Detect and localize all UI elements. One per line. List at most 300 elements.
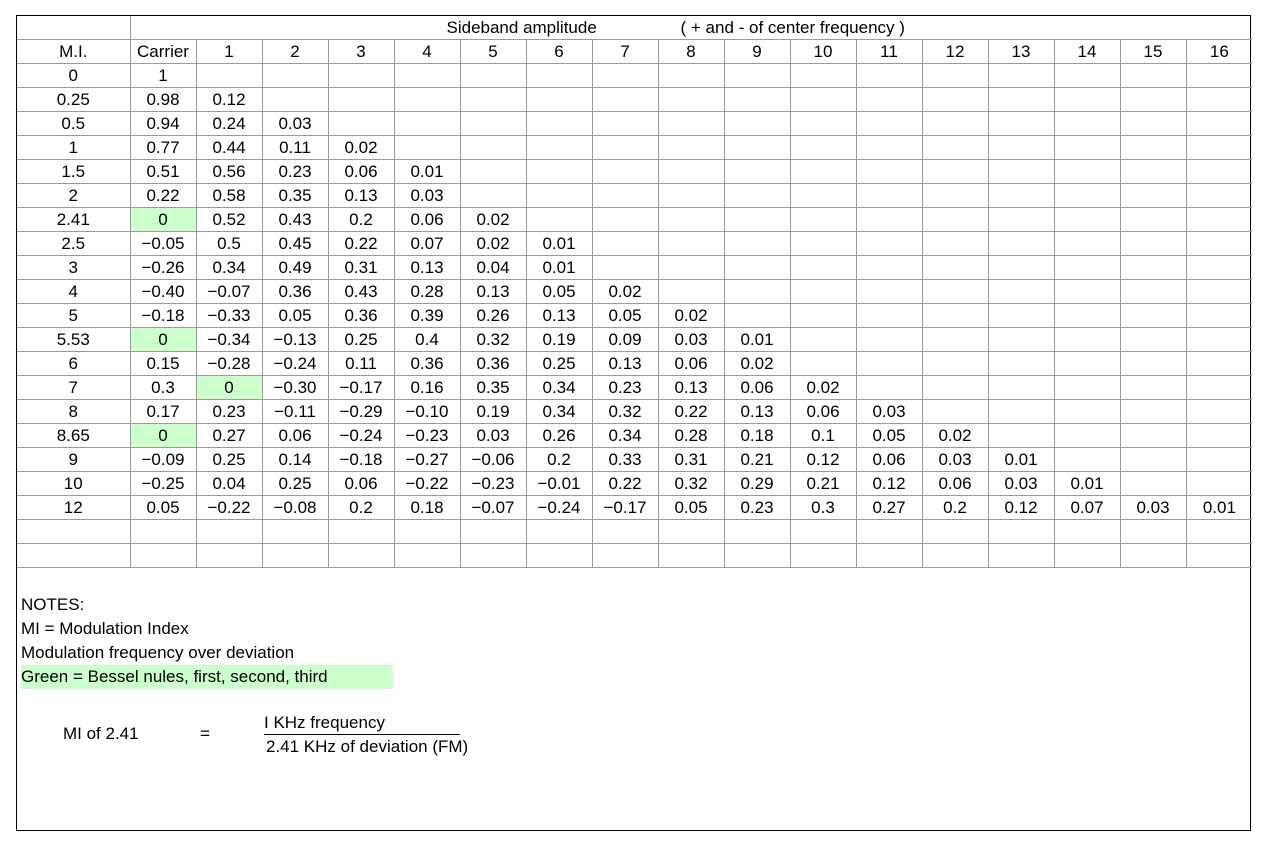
table-cell[interactable]: 0.06 (790, 400, 856, 424)
table-cell[interactable] (1054, 136, 1120, 160)
table-cell[interactable] (1186, 304, 1252, 328)
table-cell[interactable] (592, 160, 658, 184)
mi-cell[interactable]: 12 (17, 496, 130, 520)
table-cell[interactable]: 0.13 (460, 280, 526, 304)
table-cell[interactable]: −0.26 (130, 256, 196, 280)
table-cell[interactable]: 0.06 (262, 424, 328, 448)
table-cell[interactable] (922, 544, 988, 568)
mi-cell[interactable]: 0 (17, 64, 130, 88)
table-cell[interactable] (922, 184, 988, 208)
title-cell[interactable] (130, 16, 1252, 40)
table-cell[interactable] (328, 64, 394, 88)
table-cell[interactable]: 0.34 (526, 400, 592, 424)
table-cell[interactable] (1186, 88, 1252, 112)
table-cell[interactable] (790, 160, 856, 184)
header-sideband-3[interactable]: 3 (328, 40, 394, 64)
table-cell[interactable] (460, 88, 526, 112)
table-cell[interactable] (1120, 472, 1186, 496)
table-cell[interactable]: 0.01 (394, 160, 460, 184)
table-cell[interactable] (526, 88, 592, 112)
table-cell[interactable]: 0.22 (592, 472, 658, 496)
table-cell[interactable] (658, 208, 724, 232)
table-cell[interactable]: 0.23 (262, 160, 328, 184)
table-cell[interactable]: 0.07 (1054, 496, 1120, 520)
table-cell[interactable]: 0.26 (526, 424, 592, 448)
table-cell[interactable]: 0.01 (724, 328, 790, 352)
table-cell[interactable]: 0.36 (262, 280, 328, 304)
table-cell[interactable] (1120, 376, 1186, 400)
header-mi[interactable]: M.I. (17, 40, 130, 64)
table-cell[interactable]: 0.32 (592, 400, 658, 424)
mi-cell[interactable]: 8 (17, 400, 130, 424)
table-cell[interactable] (724, 136, 790, 160)
table-cell[interactable] (988, 112, 1054, 136)
table-cell[interactable] (856, 232, 922, 256)
table-cell[interactable] (1120, 520, 1186, 544)
table-cell[interactable]: 0.01 (1054, 472, 1120, 496)
table-cell[interactable]: −0.07 (196, 280, 262, 304)
table-cell[interactable] (988, 136, 1054, 160)
header-sideband-15[interactable]: 15 (1120, 40, 1186, 64)
table-cell[interactable] (394, 136, 460, 160)
table-cell[interactable] (328, 112, 394, 136)
table-cell[interactable] (856, 112, 922, 136)
table-cell[interactable]: 0.5 (196, 232, 262, 256)
table-cell[interactable] (922, 160, 988, 184)
table-cell[interactable] (724, 88, 790, 112)
table-cell[interactable] (856, 160, 922, 184)
table-cell[interactable] (1186, 472, 1252, 496)
table-cell[interactable]: −0.09 (130, 448, 196, 472)
table-cell[interactable]: 0.09 (592, 328, 658, 352)
table-cell[interactable]: −0.27 (394, 448, 460, 472)
table-cell[interactable]: −0.07 (460, 496, 526, 520)
table-cell[interactable]: −0.17 (592, 496, 658, 520)
table-cell[interactable]: 0.11 (328, 352, 394, 376)
table-cell[interactable] (1054, 280, 1120, 304)
table-cell[interactable]: 0.06 (724, 376, 790, 400)
table-cell[interactable] (658, 88, 724, 112)
mi-cell[interactable]: 4 (17, 280, 130, 304)
table-cell[interactable] (1054, 232, 1120, 256)
table-cell[interactable]: 0.13 (526, 304, 592, 328)
table-cell[interactable] (1120, 88, 1186, 112)
table-cell[interactable] (1120, 280, 1186, 304)
table-cell[interactable]: 0.13 (724, 400, 790, 424)
table-cell[interactable] (1054, 376, 1120, 400)
mi-cell[interactable]: 2.5 (17, 232, 130, 256)
table-cell[interactable]: 0.36 (328, 304, 394, 328)
table-cell[interactable] (658, 184, 724, 208)
table-cell[interactable]: −0.01 (526, 472, 592, 496)
table-cell[interactable] (592, 520, 658, 544)
table-cell[interactable]: 0.02 (592, 280, 658, 304)
table-cell[interactable]: 0.58 (196, 184, 262, 208)
table-cell[interactable] (1120, 352, 1186, 376)
mi-cell[interactable]: 0.25 (17, 88, 130, 112)
table-cell[interactable]: 0.18 (394, 496, 460, 520)
table-cell[interactable] (658, 544, 724, 568)
table-cell[interactable]: 0.28 (658, 424, 724, 448)
table-cell[interactable] (1120, 208, 1186, 232)
table-cell[interactable] (1054, 208, 1120, 232)
table-cell[interactable]: 0.28 (394, 280, 460, 304)
table-cell[interactable]: 0 (130, 328, 196, 352)
table-cell[interactable]: 0.03 (922, 448, 988, 472)
table-cell[interactable] (526, 520, 592, 544)
table-cell[interactable]: 0.27 (196, 424, 262, 448)
table-cell[interactable] (394, 520, 460, 544)
table-cell[interactable] (856, 88, 922, 112)
table-cell[interactable] (1186, 520, 1252, 544)
table-cell[interactable]: 0.03 (1120, 496, 1186, 520)
table-cell[interactable] (262, 64, 328, 88)
table-cell[interactable]: 0.04 (460, 256, 526, 280)
table-cell[interactable]: 0.43 (328, 280, 394, 304)
table-cell[interactable] (394, 112, 460, 136)
table-cell[interactable] (1186, 544, 1252, 568)
table-cell[interactable]: 0.49 (262, 256, 328, 280)
table-cell[interactable] (856, 208, 922, 232)
table-cell[interactable] (1186, 448, 1252, 472)
table-cell[interactable] (1054, 448, 1120, 472)
table-cell[interactable] (328, 520, 394, 544)
table-cell[interactable] (922, 352, 988, 376)
table-cell[interactable]: 0.02 (724, 352, 790, 376)
table-cell[interactable] (1054, 184, 1120, 208)
table-cell[interactable]: 0.22 (658, 400, 724, 424)
header-sideband-1[interactable]: 1 (196, 40, 262, 64)
table-cell[interactable] (526, 160, 592, 184)
table-cell[interactable]: 0.12 (988, 496, 1054, 520)
table-cell[interactable] (658, 520, 724, 544)
mi-cell[interactable]: 9 (17, 448, 130, 472)
table-cell[interactable] (922, 304, 988, 328)
header-sideband-10[interactable]: 10 (790, 40, 856, 64)
table-cell[interactable] (988, 520, 1054, 544)
table-cell[interactable] (988, 328, 1054, 352)
table-cell[interactable] (790, 280, 856, 304)
table-cell[interactable]: 0.1 (790, 424, 856, 448)
table-cell[interactable]: 0.25 (328, 328, 394, 352)
table-cell[interactable]: 0.94 (130, 112, 196, 136)
table-cell[interactable]: −0.30 (262, 376, 328, 400)
table-cell[interactable]: 0.2 (328, 208, 394, 232)
table-cell[interactable] (130, 544, 196, 568)
table-cell[interactable]: 0.17 (130, 400, 196, 424)
table-cell[interactable]: 0.98 (130, 88, 196, 112)
mi-cell[interactable]: 2 (17, 184, 130, 208)
table-cell[interactable] (790, 64, 856, 88)
mi-cell[interactable]: 10 (17, 472, 130, 496)
table-cell[interactable] (526, 184, 592, 208)
table-cell[interactable] (526, 208, 592, 232)
table-cell[interactable]: 0.44 (196, 136, 262, 160)
table-cell[interactable]: 0.34 (196, 256, 262, 280)
mi-cell[interactable]: 2.41 (17, 208, 130, 232)
table-cell[interactable] (658, 280, 724, 304)
table-cell[interactable]: 0.23 (724, 496, 790, 520)
table-cell[interactable] (724, 64, 790, 88)
table-cell[interactable] (1054, 400, 1120, 424)
table-cell[interactable] (262, 544, 328, 568)
table-cell[interactable] (790, 544, 856, 568)
corner-cell[interactable] (17, 16, 130, 40)
table-cell[interactable] (790, 304, 856, 328)
table-cell[interactable]: −0.05 (130, 232, 196, 256)
table-cell[interactable] (1120, 64, 1186, 88)
table-cell[interactable]: 0.15 (130, 352, 196, 376)
table-cell[interactable] (724, 160, 790, 184)
table-cell[interactable] (196, 64, 262, 88)
table-cell[interactable]: −0.11 (262, 400, 328, 424)
table-cell[interactable] (658, 112, 724, 136)
table-cell[interactable] (1120, 112, 1186, 136)
table-cell[interactable] (922, 256, 988, 280)
table-cell[interactable]: 0.45 (262, 232, 328, 256)
table-cell[interactable]: 0.33 (592, 448, 658, 472)
table-cell[interactable]: 0.01 (526, 232, 592, 256)
table-cell[interactable]: 0.06 (922, 472, 988, 496)
table-cell[interactable] (922, 208, 988, 232)
table-cell[interactable]: −0.22 (196, 496, 262, 520)
table-cell[interactable]: 0.13 (592, 352, 658, 376)
table-cell[interactable] (988, 256, 1054, 280)
table-cell[interactable] (1186, 64, 1252, 88)
table-cell[interactable]: 0.36 (394, 352, 460, 376)
table-cell[interactable] (856, 520, 922, 544)
table-cell[interactable] (988, 280, 1054, 304)
table-cell[interactable]: 0.03 (658, 328, 724, 352)
table-cell[interactable]: −0.13 (262, 328, 328, 352)
table-cell[interactable] (1186, 256, 1252, 280)
table-cell[interactable] (988, 304, 1054, 328)
table-cell[interactable] (922, 520, 988, 544)
table-cell[interactable] (1054, 424, 1120, 448)
table-cell[interactable] (526, 112, 592, 136)
table-cell[interactable]: 0.26 (460, 304, 526, 328)
table-cell[interactable]: 0.77 (130, 136, 196, 160)
table-cell[interactable]: −0.08 (262, 496, 328, 520)
table-cell[interactable] (460, 184, 526, 208)
table-cell[interactable] (988, 64, 1054, 88)
table-cell[interactable]: 0.06 (328, 472, 394, 496)
mi-cell[interactable] (17, 544, 130, 568)
table-cell[interactable] (790, 208, 856, 232)
table-cell[interactable] (724, 208, 790, 232)
header-sideband-14[interactable]: 14 (1054, 40, 1120, 64)
table-cell[interactable] (1186, 160, 1252, 184)
table-cell[interactable] (460, 64, 526, 88)
table-cell[interactable] (856, 376, 922, 400)
table-cell[interactable] (988, 88, 1054, 112)
table-cell[interactable] (724, 256, 790, 280)
table-cell[interactable] (988, 352, 1054, 376)
table-cell[interactable]: 0.04 (196, 472, 262, 496)
table-cell[interactable] (394, 544, 460, 568)
table-cell[interactable] (1186, 328, 1252, 352)
table-cell[interactable] (1186, 280, 1252, 304)
table-cell[interactable] (1186, 184, 1252, 208)
table-cell[interactable]: −0.17 (328, 376, 394, 400)
mi-cell[interactable]: 3 (17, 256, 130, 280)
table-cell[interactable] (1120, 544, 1186, 568)
table-cell[interactable] (1054, 160, 1120, 184)
table-cell[interactable]: 0.13 (328, 184, 394, 208)
table-cell[interactable] (790, 232, 856, 256)
table-cell[interactable]: 0.03 (856, 400, 922, 424)
table-cell[interactable] (1186, 352, 1252, 376)
table-cell[interactable]: 0.2 (922, 496, 988, 520)
table-cell[interactable]: 0.05 (262, 304, 328, 328)
table-cell[interactable]: 0.19 (460, 400, 526, 424)
table-cell[interactable] (130, 520, 196, 544)
table-cell[interactable] (460, 520, 526, 544)
table-cell[interactable]: 0.03 (262, 112, 328, 136)
table-cell[interactable]: 0.02 (460, 208, 526, 232)
mi-cell[interactable]: 1 (17, 136, 130, 160)
table-cell[interactable] (856, 64, 922, 88)
table-cell[interactable]: 0.21 (790, 472, 856, 496)
table-cell[interactable]: 0.25 (526, 352, 592, 376)
header-sideband-7[interactable]: 7 (592, 40, 658, 64)
table-cell[interactable]: 0.01 (1186, 496, 1252, 520)
header-sideband-5[interactable]: 5 (460, 40, 526, 64)
table-cell[interactable] (1120, 448, 1186, 472)
table-cell[interactable] (1054, 352, 1120, 376)
table-cell[interactable]: 0.18 (724, 424, 790, 448)
table-cell[interactable]: 0.22 (130, 184, 196, 208)
table-cell[interactable] (592, 208, 658, 232)
header-sideband-16[interactable]: 16 (1186, 40, 1252, 64)
table-cell[interactable]: 0.03 (988, 472, 1054, 496)
table-cell[interactable] (526, 64, 592, 88)
table-cell[interactable]: −0.40 (130, 280, 196, 304)
table-cell[interactable] (592, 64, 658, 88)
table-cell[interactable] (592, 256, 658, 280)
table-cell[interactable] (1054, 304, 1120, 328)
table-cell[interactable]: 0.02 (790, 376, 856, 400)
table-cell[interactable]: 0.01 (988, 448, 1054, 472)
table-cell[interactable] (988, 424, 1054, 448)
table-cell[interactable]: 0.34 (526, 376, 592, 400)
table-cell[interactable] (328, 544, 394, 568)
table-cell[interactable] (856, 328, 922, 352)
table-cell[interactable] (922, 112, 988, 136)
table-cell[interactable] (328, 88, 394, 112)
table-cell[interactable]: 0.02 (922, 424, 988, 448)
table-cell[interactable]: 0.05 (592, 304, 658, 328)
table-cell[interactable] (856, 352, 922, 376)
table-cell[interactable]: 0.34 (592, 424, 658, 448)
table-cell[interactable]: 0 (130, 424, 196, 448)
table-cell[interactable] (856, 136, 922, 160)
table-cell[interactable] (460, 112, 526, 136)
table-cell[interactable]: 0.3 (130, 376, 196, 400)
mi-cell[interactable]: 8.65 (17, 424, 130, 448)
table-cell[interactable] (988, 208, 1054, 232)
table-cell[interactable] (988, 184, 1054, 208)
table-cell[interactable]: 0.23 (592, 376, 658, 400)
table-cell[interactable] (790, 112, 856, 136)
header-sideband-9[interactable]: 9 (724, 40, 790, 64)
table-cell[interactable] (1120, 424, 1186, 448)
table-cell[interactable] (856, 280, 922, 304)
table-cell[interactable] (1054, 328, 1120, 352)
table-cell[interactable] (790, 136, 856, 160)
table-cell[interactable]: 0.02 (328, 136, 394, 160)
table-cell[interactable]: 0.05 (658, 496, 724, 520)
table-cell[interactable]: 0.12 (196, 88, 262, 112)
table-cell[interactable]: 0.27 (856, 496, 922, 520)
table-cell[interactable] (658, 64, 724, 88)
table-cell[interactable] (658, 256, 724, 280)
table-cell[interactable]: 0.06 (856, 448, 922, 472)
table-cell[interactable] (262, 520, 328, 544)
table-cell[interactable] (196, 520, 262, 544)
table-cell[interactable] (394, 64, 460, 88)
table-cell[interactable]: 0.32 (658, 472, 724, 496)
table-cell[interactable] (592, 544, 658, 568)
table-cell[interactable]: −0.22 (394, 472, 460, 496)
table-cell[interactable] (856, 184, 922, 208)
table-cell[interactable]: 0.06 (328, 160, 394, 184)
table-cell[interactable] (592, 136, 658, 160)
table-cell[interactable]: 0.07 (394, 232, 460, 256)
table-cell[interactable]: −0.24 (328, 424, 394, 448)
table-cell[interactable] (394, 88, 460, 112)
table-cell[interactable]: 0.11 (262, 136, 328, 160)
table-cell[interactable] (790, 352, 856, 376)
table-cell[interactable] (790, 88, 856, 112)
table-cell[interactable] (724, 304, 790, 328)
table-cell[interactable]: 0.2 (526, 448, 592, 472)
table-cell[interactable]: 0.06 (658, 352, 724, 376)
table-cell[interactable]: 0 (196, 376, 262, 400)
header-sideband-6[interactable]: 6 (526, 40, 592, 64)
table-cell[interactable]: −0.29 (328, 400, 394, 424)
table-cell[interactable] (790, 328, 856, 352)
table-cell[interactable] (922, 64, 988, 88)
table-cell[interactable]: 0.05 (130, 496, 196, 520)
table-cell[interactable]: 0.12 (856, 472, 922, 496)
table-cell[interactable]: 0.02 (460, 232, 526, 256)
table-cell[interactable]: 0.35 (262, 184, 328, 208)
table-cell[interactable] (1120, 184, 1186, 208)
mi-cell[interactable]: 5.53 (17, 328, 130, 352)
table-cell[interactable]: 0 (130, 208, 196, 232)
table-cell[interactable]: 0.01 (526, 256, 592, 280)
table-cell[interactable]: 0.52 (196, 208, 262, 232)
table-cell[interactable] (1120, 328, 1186, 352)
table-cell[interactable]: 0.16 (394, 376, 460, 400)
table-cell[interactable] (1120, 304, 1186, 328)
table-cell[interactable] (1186, 208, 1252, 232)
table-cell[interactable] (460, 544, 526, 568)
table-cell[interactable]: 0.3 (790, 496, 856, 520)
table-cell[interactable] (526, 544, 592, 568)
table-cell[interactable]: 0.14 (262, 448, 328, 472)
table-cell[interactable]: −0.23 (394, 424, 460, 448)
table-cell[interactable]: 0.03 (460, 424, 526, 448)
table-cell[interactable]: −0.33 (196, 304, 262, 328)
table-cell[interactable] (724, 520, 790, 544)
table-cell[interactable] (1054, 544, 1120, 568)
table-cell[interactable] (1054, 64, 1120, 88)
table-cell[interactable]: −0.18 (328, 448, 394, 472)
header-carrier[interactable]: Carrier (130, 40, 196, 64)
table-cell[interactable] (526, 136, 592, 160)
